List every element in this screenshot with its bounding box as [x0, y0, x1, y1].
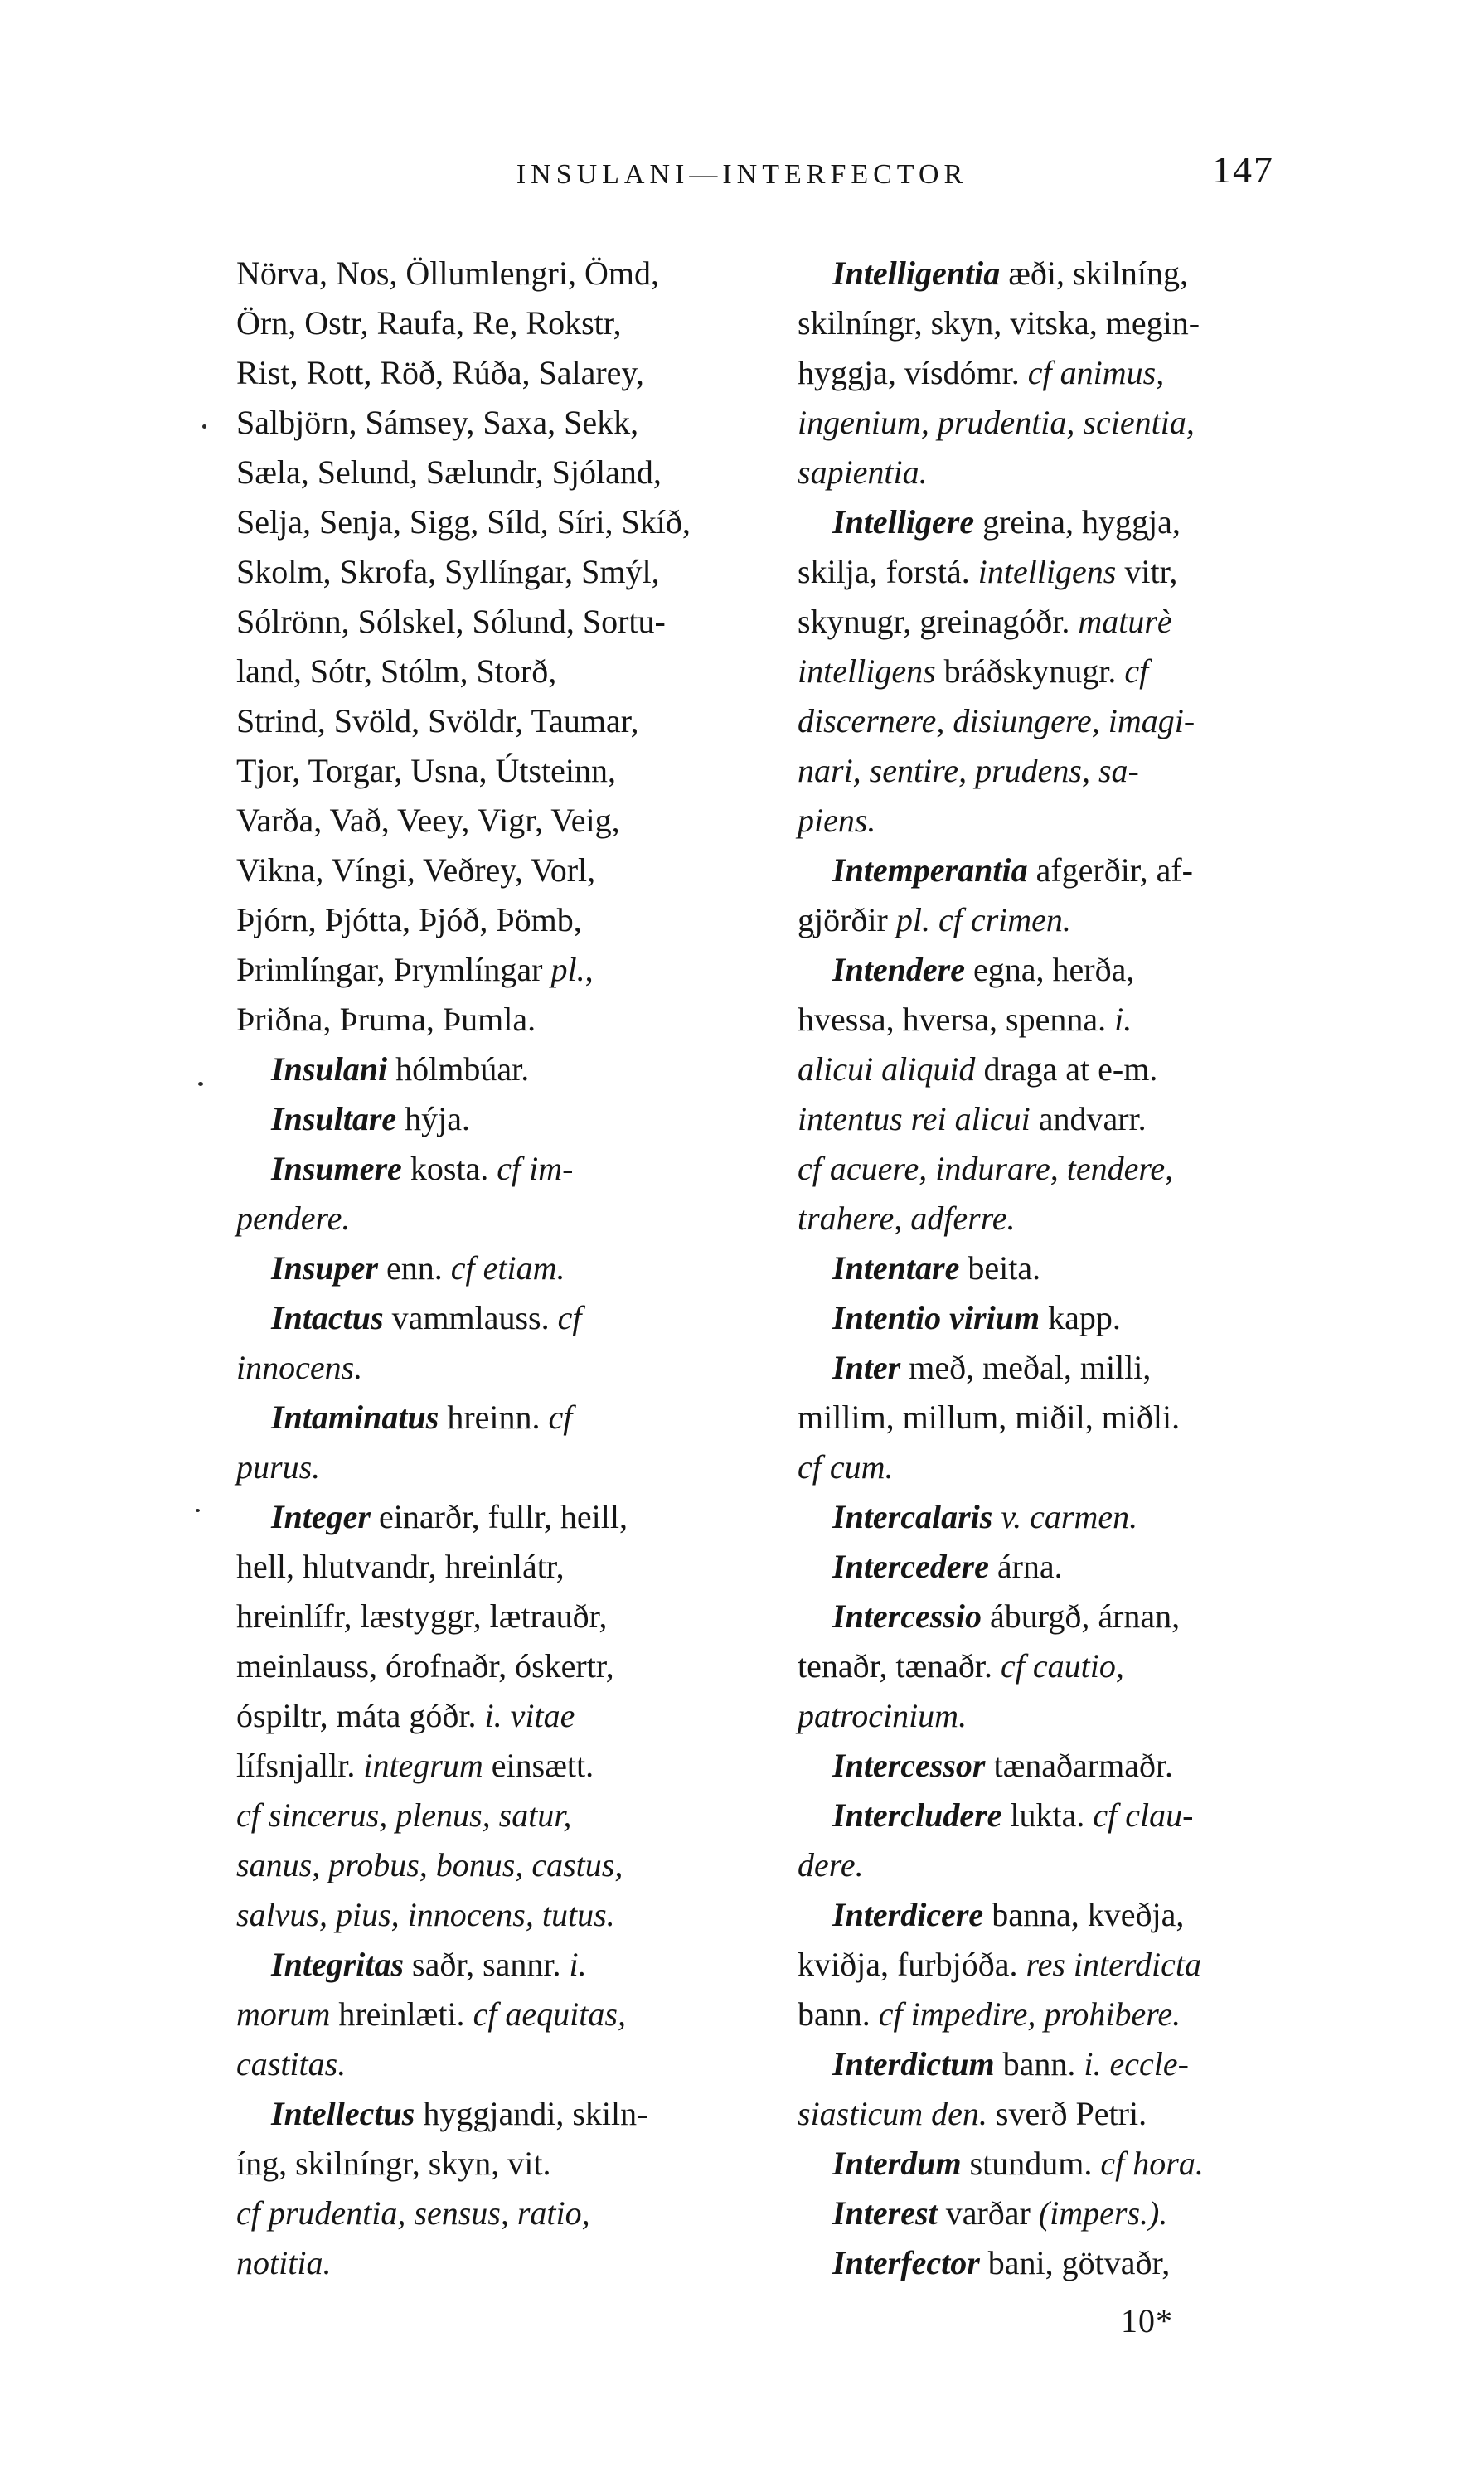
text-segment: meinlauss, órofnaðr, óskertr, — [236, 1647, 614, 1685]
text-segment: innocens. — [236, 1349, 363, 1386]
text-segment: (impers.). — [1038, 2194, 1168, 2232]
text-segment: hell, hlutvandr, hreinlátr, — [236, 1548, 565, 1585]
headword: Intellectus — [271, 2095, 415, 2132]
text-segment: morum — [236, 1995, 331, 2033]
text-segment: trahere, adferre. — [798, 1200, 1016, 1237]
text-segment: óspiltr, máta góðr. — [236, 1697, 485, 1734]
text-segment: kosta. — [401, 1150, 497, 1187]
text-line — [236, 249, 774, 298]
text-line — [236, 1791, 774, 1840]
text-line — [798, 597, 1358, 647]
text-segment: discernere, disiungere, imagi- — [798, 702, 1195, 739]
headword: Intelligere — [832, 503, 975, 541]
headword: Intercludere — [832, 1796, 1002, 1834]
headword: Intercedere — [832, 1548, 989, 1585]
text-line — [798, 1393, 1358, 1442]
text-segment: skynugr, greinagóðr. — [798, 603, 1079, 640]
text-line — [236, 1194, 774, 1244]
text-segment: Sólrönn, Sólskel, Sólund, Sortu- — [236, 603, 666, 640]
text-segment: tænaðarmaðr. — [985, 1747, 1174, 1784]
text-line — [798, 547, 1358, 597]
text-line — [236, 2139, 774, 2189]
text-segment: salvus, pius, innocens, tutus. — [236, 1896, 615, 1933]
text-segment: beita. — [959, 1249, 1041, 1287]
text-line — [236, 1840, 774, 1890]
headword: Intemperantia — [832, 851, 1028, 889]
text-segment: cf — [1124, 652, 1149, 690]
text-segment: Selja, Senja, Sigg, Síld, Síri, Skíð, — [236, 503, 691, 541]
text-line — [798, 448, 1358, 497]
headword: Interest — [832, 2194, 938, 2232]
text-segment: notitia. — [236, 2244, 332, 2281]
text-segment: sanus, probus, bonus, castus, — [236, 1846, 623, 1883]
text-segment: skilja, forstá. — [798, 553, 978, 590]
text-line — [236, 1691, 774, 1741]
scan-speck — [198, 1082, 203, 1086]
text-segment: Varða, Vað, Veey, Vigr, Veig, — [236, 802, 620, 839]
text-segment: lífsnjallr. — [236, 1747, 364, 1784]
text-line — [236, 846, 774, 895]
entry-line — [236, 1940, 774, 1990]
text-segment: Rist, Rott, Röð, Rúða, Salarey, — [236, 354, 644, 391]
text-line — [798, 995, 1358, 1045]
text-line — [236, 647, 774, 696]
entry-line — [798, 2039, 1358, 2089]
text-segment: Salbjörn, Sámsey, Saxa, Sekk, — [236, 404, 639, 441]
text-segment: sverð Petri. — [987, 2095, 1147, 2132]
headword: Intelligentia — [832, 255, 1001, 292]
text-line — [236, 547, 774, 597]
text-segment: afgerðir, af- — [1027, 851, 1193, 889]
headword: Intaminatus — [271, 1399, 439, 1436]
text-line — [798, 398, 1358, 448]
text-line — [798, 895, 1358, 945]
text-line — [798, 1442, 1358, 1492]
text-segment: i. — [1114, 1001, 1132, 1038]
text-segment: vitr, — [1116, 553, 1178, 590]
text-line — [798, 1990, 1358, 2039]
text-segment: i. eccle- — [1084, 2045, 1189, 2082]
text-segment: banna, kveðja, — [983, 1896, 1185, 1933]
text-line — [236, 895, 774, 945]
text-segment: maturè — [1078, 603, 1172, 640]
text-segment: áburgð, árnan, — [982, 1597, 1181, 1635]
text-segment: hreinlífr, læstyggr, lætrauðr, — [236, 1597, 608, 1635]
text-segment: cf etiam. — [450, 1249, 565, 1287]
headword: Intercessor — [832, 1747, 986, 1784]
text-segment: sapientia. — [798, 453, 928, 491]
text-line — [236, 2238, 774, 2288]
text-segment: kviðja, furbjóða. — [798, 1946, 1026, 1983]
text-line — [236, 1343, 774, 1393]
text-segment: land, Sótr, Stólm, Storð, — [236, 652, 557, 690]
text-segment: Örn, Ostr, Raufa, Re, Rokstr, — [236, 304, 622, 342]
text-segment: siasticum den. — [798, 2095, 987, 2132]
text-line — [236, 696, 774, 746]
entry-line — [236, 1045, 774, 1094]
text-segment: kapp. — [1040, 1299, 1121, 1336]
text-segment: millim, millum, miðil, miðli. — [798, 1399, 1181, 1436]
headword: Insumere — [271, 1150, 402, 1187]
text-line — [236, 796, 774, 846]
text-line — [236, 1990, 774, 2039]
text-segment: lukta. — [1001, 1796, 1094, 1834]
entry-line — [798, 2189, 1358, 2238]
text-segment: skilníngr, skyn, vitska, megin- — [798, 304, 1200, 342]
headword: Interfector — [832, 2244, 980, 2281]
entry-line — [798, 945, 1358, 995]
text-segment: pendere. — [236, 1200, 351, 1237]
text-segment: Þjórn, Þjótta, Þjóð, Þömb, — [236, 901, 582, 938]
entry-line — [236, 2089, 774, 2139]
text-segment: intentus rei alicui — [798, 1100, 1031, 1137]
text-segment: nari, sentire, prudens, sa- — [798, 752, 1139, 789]
text-segment: Vikna, Víngi, Veðrey, Vorl, — [236, 851, 596, 889]
text-segment: hýja. — [396, 1100, 471, 1137]
entry-line — [798, 1293, 1358, 1343]
text-line — [236, 497, 774, 547]
text-segment: gjörðir — [798, 901, 896, 938]
headword: Intentare — [832, 1249, 960, 1287]
text-line — [236, 1592, 774, 1641]
text-segment: castitas. — [236, 2045, 347, 2082]
headword: Interdictum — [832, 2045, 995, 2082]
text-line — [798, 348, 1358, 398]
entry-line — [236, 1393, 774, 1442]
text-line — [798, 1641, 1358, 1691]
entry-line — [236, 1492, 774, 1542]
text-segment: hvessa, hversa, spenna. — [798, 1001, 1115, 1038]
text-line — [236, 448, 774, 497]
text-segment: cf impedire, prohibere. — [878, 1995, 1181, 2033]
text-segment: hyggjandi, skiln- — [415, 2095, 648, 2132]
text-line — [798, 298, 1358, 348]
text-line — [236, 348, 774, 398]
text-segment: saðr, sannr. — [404, 1946, 570, 1983]
scan-speck — [202, 424, 206, 429]
text-segment: vammlauss. — [383, 1299, 558, 1336]
text-segment: Tjor, Torgar, Usna, Útsteinn, — [236, 752, 617, 789]
right-column — [798, 249, 1358, 2346]
text-line — [798, 1194, 1358, 1244]
text-line — [798, 796, 1358, 846]
text-segment: bann. — [994, 2045, 1084, 2082]
headword: Integritas — [271, 1946, 405, 1983]
text-segment: cf prudentia, sensus, ratio, — [236, 2194, 590, 2232]
text-segment: pl. cf crimen. — [895, 901, 1071, 938]
headword: Interdum — [832, 2145, 962, 2182]
entry-line — [798, 1890, 1358, 1940]
text-segment: Skolm, Skrofa, Syllíngar, Smýl, — [236, 553, 660, 590]
headword: Intentio virium — [832, 1299, 1040, 1336]
text-segment: cf cautio, — [1001, 1647, 1124, 1685]
text-line — [236, 1641, 774, 1691]
text-segment: hyggja, vísdómr. — [798, 354, 1028, 391]
text-segment: bani, götvaðr, — [979, 2244, 1171, 2281]
text-segment: Strind, Svöld, Svöldr, Taumar, — [236, 702, 639, 739]
text-segment: cf im- — [497, 1150, 574, 1187]
text-line — [798, 2089, 1358, 2139]
entry-line — [798, 1791, 1358, 1840]
text-segment: tenaðr, tænaðr. — [798, 1647, 1001, 1685]
text-segment: cf aequitas, — [473, 1995, 626, 2033]
entry-line — [798, 249, 1358, 298]
text-segment: með, meðal, milli, — [900, 1349, 1152, 1386]
text-line — [236, 2189, 774, 2238]
text-segment: cf sincerus, plenus, satur, — [236, 1796, 572, 1834]
text-line — [236, 1741, 774, 1791]
entry-line — [798, 1244, 1358, 1293]
text-segment: piens. — [798, 802, 876, 839]
text-line — [236, 1542, 774, 1592]
text-segment: Þrimlíngar, Þrymlíngar — [236, 951, 551, 988]
text-line — [798, 1840, 1358, 1890]
text-segment: cf hora. — [1100, 2145, 1204, 2182]
text-segment: cf — [557, 1299, 582, 1336]
entry-line — [798, 2238, 1358, 2288]
text-line — [236, 1890, 774, 1940]
text-line — [236, 1442, 774, 1492]
text-segment: integrum — [363, 1747, 483, 1784]
headword: Intercessio — [832, 1597, 982, 1635]
headword: Insulani — [271, 1050, 388, 1088]
entry-line — [798, 1592, 1358, 1641]
text-line — [236, 746, 774, 796]
signature-mark: 10* — [1121, 2302, 1173, 2339]
text-segment: bann. — [798, 1995, 879, 2033]
text-segment: andvarr. — [1030, 1100, 1147, 1137]
entry-line — [236, 1094, 774, 1144]
left-column — [236, 249, 774, 2288]
text-segment: cf cum. — [798, 1448, 894, 1486]
text-segment: alicui aliquid — [798, 1050, 976, 1088]
entry-line — [798, 2139, 1358, 2189]
text-segment: intelligens — [798, 652, 936, 690]
text-segment: cf acuere, indurare, tendere, — [798, 1150, 1174, 1187]
headword: Insuper — [271, 1249, 378, 1287]
text-line — [798, 746, 1358, 796]
text-segment: hreinn. — [439, 1399, 549, 1436]
text-line — [798, 1691, 1358, 1741]
text-segment: egna, herða, — [965, 951, 1135, 988]
running-head: INSULANI—INTERFECTOR — [516, 159, 968, 190]
headword: Inter — [832, 1349, 901, 1386]
entry-line — [798, 497, 1358, 547]
entry-line — [798, 1542, 1358, 1592]
entry-line — [798, 1741, 1358, 1791]
text-segment: i. vitae — [484, 1697, 575, 1734]
headword: Interdicere — [832, 1896, 984, 1933]
text-segment: Sæla, Selund, Sælundr, Sjóland, — [236, 453, 662, 491]
entry-line — [236, 1244, 774, 1293]
text-segment: einsætt. — [483, 1747, 594, 1784]
text-line — [798, 1940, 1358, 1990]
text-segment: Nörva, Nos, Öllumlengri, Ömd, — [236, 255, 659, 292]
text-line — [798, 647, 1358, 696]
text-segment: v. carmen. — [992, 1498, 1138, 1535]
scan-speck — [196, 1509, 200, 1512]
text-segment: dere. — [798, 1846, 864, 1883]
text-line — [236, 398, 774, 448]
headword: Intactus — [271, 1299, 384, 1336]
text-segment: ingenium, prudentia, scientia, — [798, 404, 1195, 441]
headword: Intercalaris — [832, 1498, 993, 1535]
text-segment: cf clau- — [1093, 1796, 1194, 1834]
text-line — [798, 1045, 1358, 1094]
text-segment: varðar — [937, 2194, 1039, 2232]
text-segment: cf — [548, 1399, 573, 1436]
entry-line — [236, 1293, 774, 1343]
entry-line — [236, 1144, 774, 1194]
text-segment: purus. — [236, 1448, 321, 1486]
text-segment: intelligens — [977, 553, 1117, 590]
page-number: 147 — [1212, 148, 1274, 191]
text-segment: pl. — [550, 951, 585, 988]
text-line — [236, 2039, 774, 2089]
text-line — [236, 597, 774, 647]
text-segment: Þriðna, Þruma, Þumla. — [236, 1001, 536, 1038]
text-line — [236, 945, 774, 995]
text-segment: greina, hyggja, — [974, 503, 1181, 541]
text-segment: patrocinium. — [798, 1697, 968, 1734]
text-segment: stundum. — [961, 2145, 1101, 2182]
text-line — [798, 696, 1358, 746]
headword: Insultare — [271, 1100, 397, 1137]
headword: Integer — [271, 1498, 371, 1535]
text-segment: einarðr, fullr, heill, — [371, 1498, 628, 1535]
text-segment: enn. — [377, 1249, 451, 1287]
text-segment: draga at e-m. — [975, 1050, 1158, 1088]
entry-line — [798, 1343, 1358, 1393]
text-segment: res interdicta — [1026, 1946, 1201, 1983]
text-segment: i. — [569, 1946, 587, 1983]
text-segment: hreinlæti. — [330, 1995, 473, 2033]
text-segment: æði, skilníng, — [1000, 255, 1188, 292]
text-line — [798, 1144, 1358, 1194]
text-segment: bráðskynugr. — [935, 652, 1125, 690]
text-segment: hólmbúar. — [387, 1050, 530, 1088]
entry-line — [798, 1492, 1358, 1542]
text-line — [236, 298, 774, 348]
text-segment: cf animus, — [1027, 354, 1165, 391]
text-segment: íng, skilníngr, skyn, vit. — [236, 2145, 551, 2182]
headword: Intendere — [832, 951, 965, 988]
text-line — [236, 995, 774, 1045]
text-line — [798, 1094, 1358, 1144]
text-segment: , — [584, 951, 594, 988]
entry-line — [798, 846, 1358, 895]
text-segment: árna. — [988, 1548, 1063, 1585]
